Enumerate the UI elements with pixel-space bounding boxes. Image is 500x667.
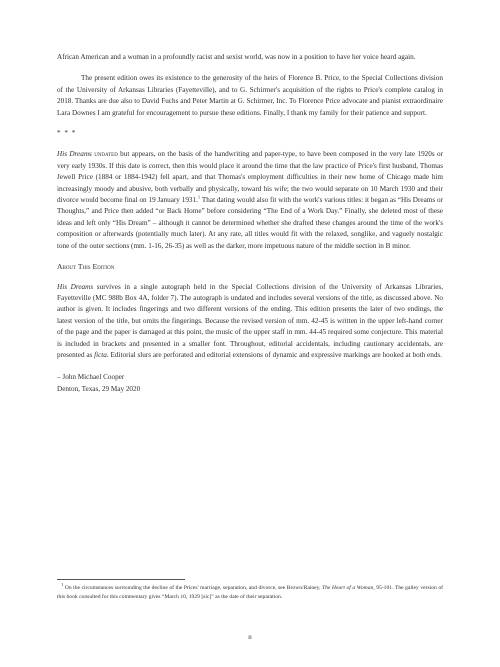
history-text-continued: That dating would also fit with the work's various titles: it began as “His Dreams or Thoughts,” and Price then added “or Back Home” before considering “The End of a Work Day.” Finally, she deleted most of these ideas and left only “His Dream” – although it cannot be determined whether she drafted these changes around the time of the work's composition or afterwards (potentially much later). At any rate, all titles would fit with the relaxed, songlike, and vaguely nostalgic tone of the outer sections (mm. 1-16, 26-35) as well as the darker, more impetuous nature of the middle section in B minor. <box>57 196 443 250</box>
footnote-marker: 1 <box>61 582 64 588</box>
paragraph-acknowledgements: The present edition owes its existence to the generosity of the heirs of Florence B. Price, to the Special Collections division of the University of Arkansas Libraries (Fayetteville), and to G. Schirmer's acquisition of the rights to Price's complete catalog in 2018. Thanks are due also to David Fuchs and Peter Martin at G. Schirmer, Inc. To Florence Price advocate and pianist extraordinaire Lara Downes I am grateful for encouragement to pursue these editions. Finally, I thank my family for their patience and support. <box>57 74 443 117</box>
section-separator: * * * <box>57 129 77 138</box>
about-text: survives in a single autograph held in the Special Collections division of the University of Arkansas Libraries, Fayetteville (MC 988b Box 4A, folder 7). The autograph is undated and includes several versions of the title, as discussed above. No author is given. It includes fingerings and two different versions of the ending. This edition presents the later of two endings, the latest version of the title, but omits the fingerings. Because the revised version of mm. 42-45 is written in the upper left-hand corner of the page and the paper is damaged at this point, the music of the upper staff in mm. 44-45 required some conjecture. This material is included in brackets and presented in a smaller font. Throughout, editorial accidentals, including cautionary accidentals, are presented as <box>57 282 443 359</box>
paragraph-history <box>57 149 443 252</box>
about-text-continued: . Editorial slurs are perforated and editorial extensions of dynamic and expressive markings are hooked at both ends. <box>106 350 443 359</box>
place-date: Denton, Texas, 29 May 2020 <box>57 384 141 393</box>
footnote-divider <box>57 579 185 580</box>
undated-label: undated <box>94 150 118 159</box>
signature-block <box>57 372 443 395</box>
section-heading-about-edition: About This Edition <box>57 262 115 272</box>
ficta-term: ficta <box>94 350 107 359</box>
footnote <box>57 584 443 601</box>
history-text: but appears, on the basis of the handwriting and paper-type, to have been composed in the very late 1920s or very early 1930s. If this date is correct, then this would place it around the time that the law practice of Price's first husband, Thomas Jewell Price (1884 or 1884-1942) fell apart, and that Thomas's employment difficulties in their new home of Chicago made him increasingly moody and abusive, both verbally and physically, toward his wife; the two would separate on 10 March 1930 and their divorce would become final on 19 January 1931. <box>57 150 443 205</box>
paragraph-about-edition <box>57 282 443 362</box>
footnote-book-title: The Heart of a Woman <box>322 585 374 591</box>
paragraph-intro-end: African American and a woman in a profoundly racist and sexist world, was now in a position to have her voice heard again. <box>57 53 416 61</box>
work-title: His Dreams <box>57 282 94 291</box>
footnote-text-continued: , 95-101. The galley version of this book consulted for this commentary gives “March 10, 1929 [sic]” as the date of their separation. <box>57 585 443 600</box>
footnote-text: On the circumstances surrounding the decline of the Prices' marriage, separation, and divorce, see Brown/Rainey, <box>63 585 322 591</box>
main-text <box>57 52 443 395</box>
work-title: His Dreams <box>57 150 92 159</box>
author-name: – John Michael Cooper <box>57 373 125 382</box>
page-number: ii <box>248 634 252 641</box>
footnote-reference[interactable]: 1 <box>197 194 201 200</box>
